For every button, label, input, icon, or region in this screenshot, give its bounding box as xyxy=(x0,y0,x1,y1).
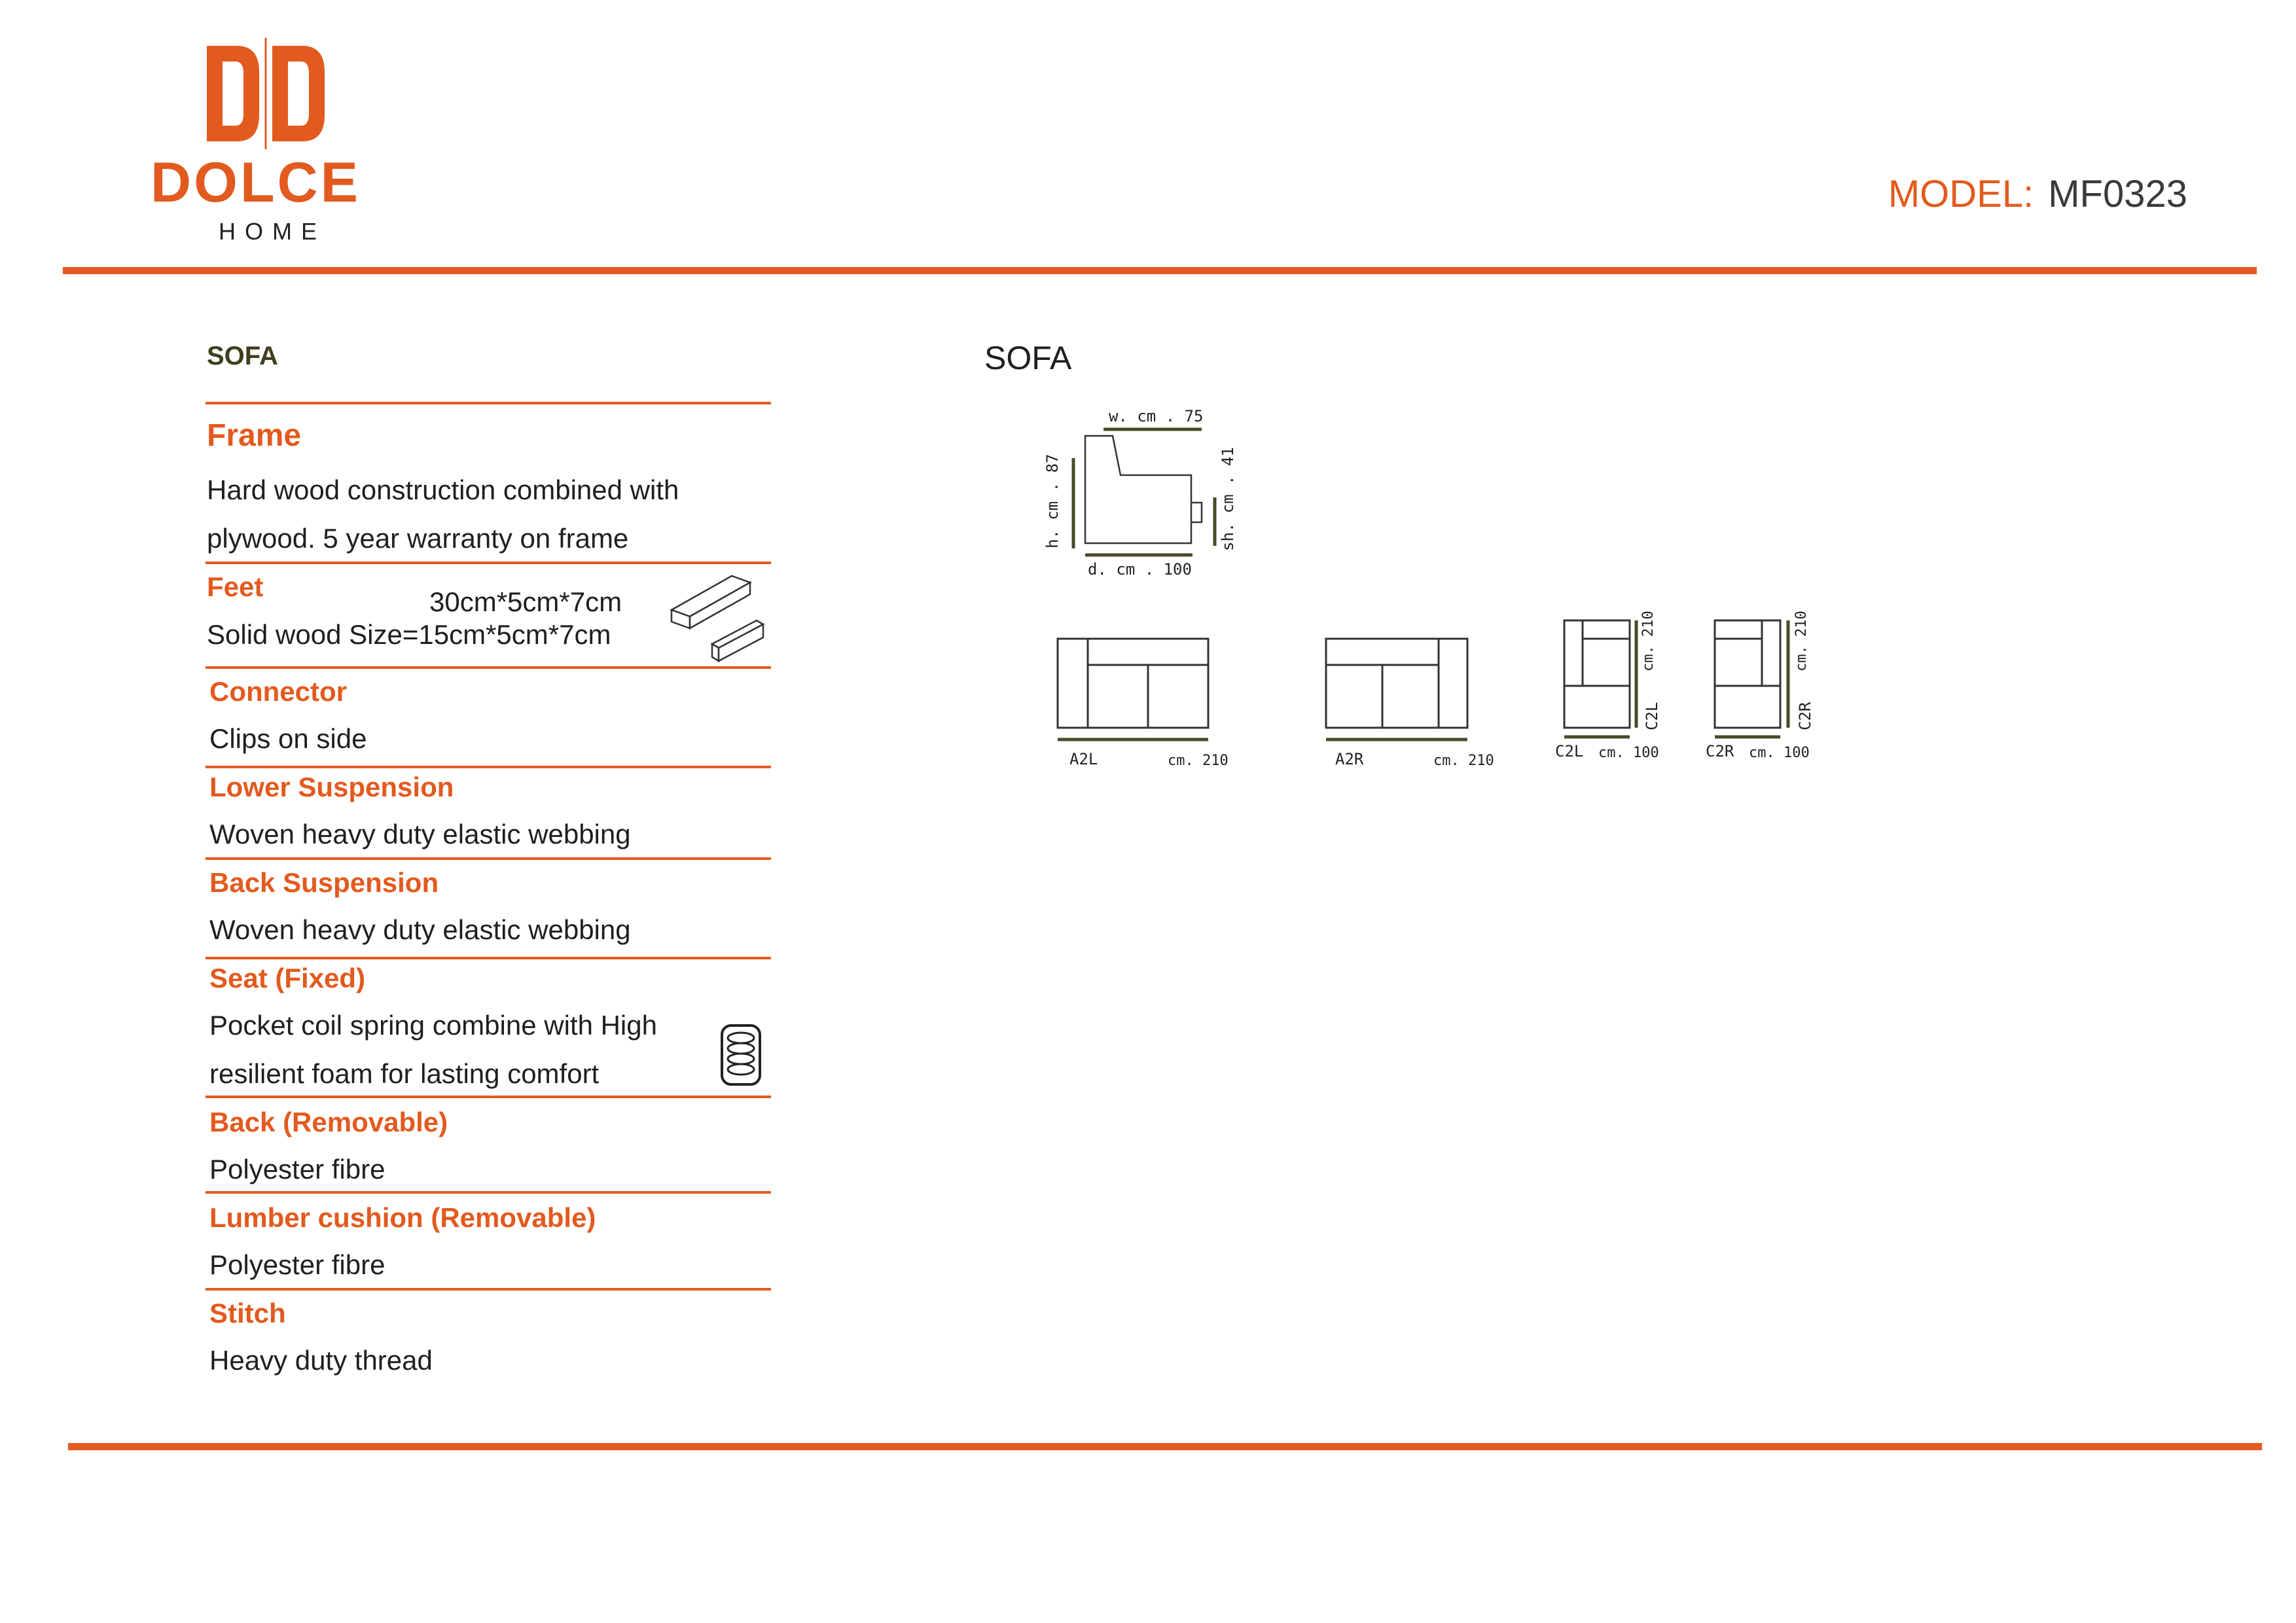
lumber-heading: Lumber cushion (Removable) xyxy=(209,1202,596,1233)
module-a2l-drawing xyxy=(1058,639,1208,728)
module-a2l-size: cm. 210 xyxy=(1168,753,1229,769)
pocket-spring-icon xyxy=(720,1024,762,1086)
footer-divider xyxy=(68,1443,2262,1450)
side-view-drawing xyxy=(1085,436,1202,543)
brand-logo-icon xyxy=(207,38,325,149)
spec-divider xyxy=(206,857,771,860)
seat-heading: Seat (Fixed) xyxy=(209,963,366,993)
stitch-heading: Stitch xyxy=(209,1298,286,1329)
spec-divider xyxy=(206,957,771,959)
spec-divider xyxy=(206,666,771,669)
module-a2r-drawing xyxy=(1326,639,1467,728)
lower-suspension-heading: Lower Suspension xyxy=(209,772,454,802)
spec-divider xyxy=(206,562,771,564)
depth-label: d. cm . 100 xyxy=(1088,560,1192,579)
module-c2l-depth: cm. 210 xyxy=(1640,611,1657,671)
module-a2r-code: A2R xyxy=(1335,750,1364,768)
height-label: h. cm . 87 xyxy=(1043,454,1062,548)
spec-title: SOFA xyxy=(207,342,278,370)
lumber-text: Polyester fibre xyxy=(209,1249,386,1280)
spec-divider xyxy=(206,402,771,404)
module-c2r-depth: cm. 210 xyxy=(1793,611,1810,671)
stitch-text: Heavy duty thread xyxy=(209,1345,433,1376)
model-value: MF0323 xyxy=(2048,173,2187,215)
module-c2r-drawing xyxy=(1715,620,1780,728)
back-suspension-text: Woven heavy duty elastic webbing xyxy=(209,914,631,945)
feet-text-2: Solid wood Size=15cm*5cm*7cm xyxy=(207,619,611,650)
back-text: Polyester fibre xyxy=(209,1154,386,1185)
model-label: MODEL: xyxy=(1888,173,2034,215)
module-c2l-code: C2L xyxy=(1555,742,1584,760)
wooden-feet-icon xyxy=(666,571,764,669)
module-a2r-size: cm. 210 xyxy=(1433,753,1494,769)
drawing-title: SOFA xyxy=(984,340,1072,376)
brand-name: DOLCE xyxy=(151,151,361,214)
header-divider xyxy=(63,267,2257,274)
brand-subtitle: HOME xyxy=(219,218,326,245)
spec-divider xyxy=(206,1288,771,1291)
back-heading: Back (Removable) xyxy=(209,1107,448,1137)
spec-divider xyxy=(206,1096,771,1098)
seat-height-label: sh. cm . 41 xyxy=(1219,447,1237,551)
frame-heading: Frame xyxy=(207,418,302,453)
connector-heading: Connector xyxy=(209,676,347,707)
module-c2l-size: cm. 100 xyxy=(1598,745,1659,761)
module-a2l-code: A2L xyxy=(1069,750,1098,768)
module-c2l-side-code: C2L xyxy=(1643,702,1661,730)
spec-divider xyxy=(206,1191,771,1194)
frame-text-1: Hard wood construction combined with xyxy=(207,474,679,505)
width-label: w. cm . 75 xyxy=(1109,407,1204,425)
feet-text-1: 30cm*5cm*7cm xyxy=(429,586,622,617)
seat-text-2: resilient foam for lasting comfort xyxy=(209,1058,600,1089)
back-suspension-heading: Back Suspension xyxy=(209,867,439,898)
module-c2r-side-code: C2R xyxy=(1796,702,1814,730)
module-c2l-drawing xyxy=(1564,620,1630,728)
module-c2r-code: C2R xyxy=(1706,742,1734,760)
feet-heading: Feet xyxy=(207,571,264,602)
lower-suspension-text: Woven heavy duty elastic webbing xyxy=(209,819,631,849)
model-number xyxy=(1888,175,2187,213)
module-c2r-size: cm. 100 xyxy=(1749,745,1810,761)
side-view-dimension-lines xyxy=(1073,429,1215,555)
connector-text: Clips on side xyxy=(209,723,367,754)
spec-divider xyxy=(206,766,771,768)
frame-text-2: plywood. 5 year warranty on frame xyxy=(207,523,629,554)
seat-text-1: Pocket coil spring combine with High xyxy=(209,1010,657,1041)
